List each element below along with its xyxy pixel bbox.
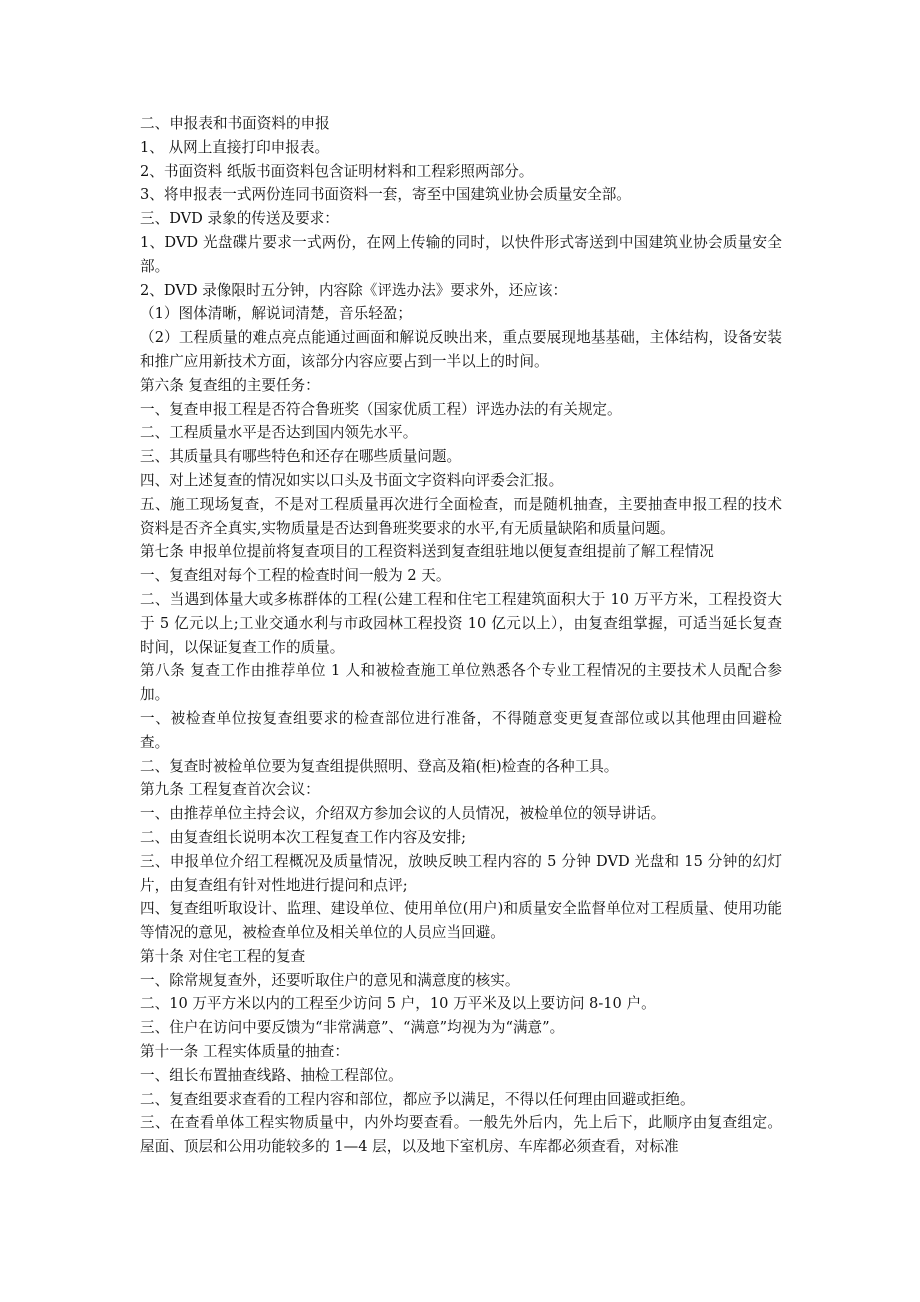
- list-item: 二、复查组要求查看的工程内容和部位，都应予以满足，不得以任何理由回避或拒绝。: [140, 1090, 695, 1108]
- list-item: 2、书面资料 纸版书面资料包含证明材料和工程彩照两部分。: [140, 162, 534, 180]
- list-item: 三、在查看单体工程实物质量中，内外均要查看。一般先外后内，先上后下，此顺序由复查组定。屋面、顶层和公用功能较多的 1—4 层，以及地下室机房、车库都必须查看，对标准: [140, 1114, 782, 1156]
- article-heading: 第十一条 工程实体质量的抽查：: [140, 1043, 349, 1061]
- list-item: 二、复查时被检单位要为复查组提供照明、登高及箱(柜)检查的各种工具。: [140, 757, 619, 775]
- list-item: 二、工程质量水平是否达到国内领先水平。: [140, 424, 418, 442]
- list-item: 一、组长布置抽查线路、抽检工程部位。: [140, 1066, 403, 1084]
- list-item: 1、 从网上直接打印申报表。: [140, 138, 330, 156]
- list-item: 三、申报单位介绍工程概况及质量情况，放映反映工程内容的 5 分钟 DVD 光盘和 15 分钟的幻灯片，由复查组有针对性地进行提问和点评;: [140, 852, 782, 894]
- list-item: 3、将申报表一式两份连同书面资料一套，寄至中国建筑业协会质量安全部。: [140, 186, 631, 204]
- list-item: 1、DVD 光盘碟片要求一式两份，在网上传输的同时，以快件形式寄送到中国建筑业协会质量安全部。: [140, 233, 782, 275]
- article-heading: 第八条 复查工作由推荐单位 1 人和被检查施工单位熟悉各个专业工程情况的主要技术人员配合参加。: [140, 662, 782, 704]
- list-item: 2、DVD 录像限时五分钟，内容除《评选办法》要求外，还应该：: [140, 281, 568, 299]
- list-item: 五、施工现场复查，不是对工程质量再次进行全面检查，而是随机抽查，主要抽查申报工程的技术资料是否齐全真实,实物质量是否达到鲁班奖要求的水平,有无质量缺陷和质量问题。: [140, 495, 782, 537]
- article-heading: 第七条 申报单位提前将复查项目的工程资料送到复查组驻地以便复查组提前了解工程情况: [140, 543, 714, 561]
- list-item: 一、被检查单位按复查组要求的检查部位进行准备，不得随意变更复查部位或以其他理由回避检查。: [140, 709, 782, 751]
- list-item: 一、由推荐单位主持会议，介绍双方参加会议的人员情况，被检单位的领导讲话。: [140, 805, 666, 823]
- section-heading: 三、DVD 录象的传送及要求：: [140, 210, 339, 228]
- list-item: 三、住户在访问中要反馈为“非常满意”、“满意”均视为为“满意”。: [140, 1019, 565, 1037]
- list-item: 二、由复查组长说明本次工程复查工作内容及安排;: [140, 828, 466, 846]
- article-heading: 第六条 复查组的主要任务：: [140, 376, 320, 394]
- list-item: 二、10 万平方米以内的工程至少访问 5 户，10 万平米及以上要访问 8-10 户。: [140, 995, 656, 1013]
- list-item: 一、复查组对每个工程的检查时间一般为 2 天。: [140, 567, 451, 585]
- list-item: （1）图体清晰，解说词清楚，音乐轻盈；: [140, 305, 412, 323]
- document-body: [140, 112, 782, 1159]
- list-item: 四、对上述复查的情况如实以口头及书面文字资料向评委会汇报。: [140, 471, 564, 489]
- list-item: （2）工程质量的难点亮点能通过画面和解说反映出来，重点要展现地基基础，主体结构，设备安装和推广应用新技术方面，该部分内容应要占到一半以上的时间。: [140, 329, 782, 370]
- list-item: 四、复查组听取设计、监理、建设单位、使用单位(用户)和质量安全监督单位对工程质量、使用功能等情况的意见，被检查单位及相关单位的人员应当回避。: [140, 900, 782, 942]
- list-item: 一、除常规复查外，还要听取住户的意见和满意度的核实。: [140, 971, 520, 989]
- list-item: 一、复查申报工程是否符合鲁班奖（国家优质工程）评选办法的有关规定。: [140, 400, 622, 418]
- article-heading: 第九条 工程复查首次会议：: [140, 781, 320, 799]
- list-item: 三、其质量具有哪些特色和还存在哪些质量问题。: [140, 448, 462, 466]
- list-item: 二、当遇到体量大或多栋群体的工程(公建工程和住宅工程建筑面积大于 10 万平方米，工程投资大于 5 亿元以上;工业交通水利与市政园林工程投资 10 亿元以上），由复查组掌握，可适当延长复查时间，以保证复查工作的质量。: [140, 590, 782, 656]
- article-heading: 第十条 对住宅工程的复查: [140, 947, 306, 965]
- section-heading: 二、申报表和书面资料的申报: [140, 115, 330, 132]
